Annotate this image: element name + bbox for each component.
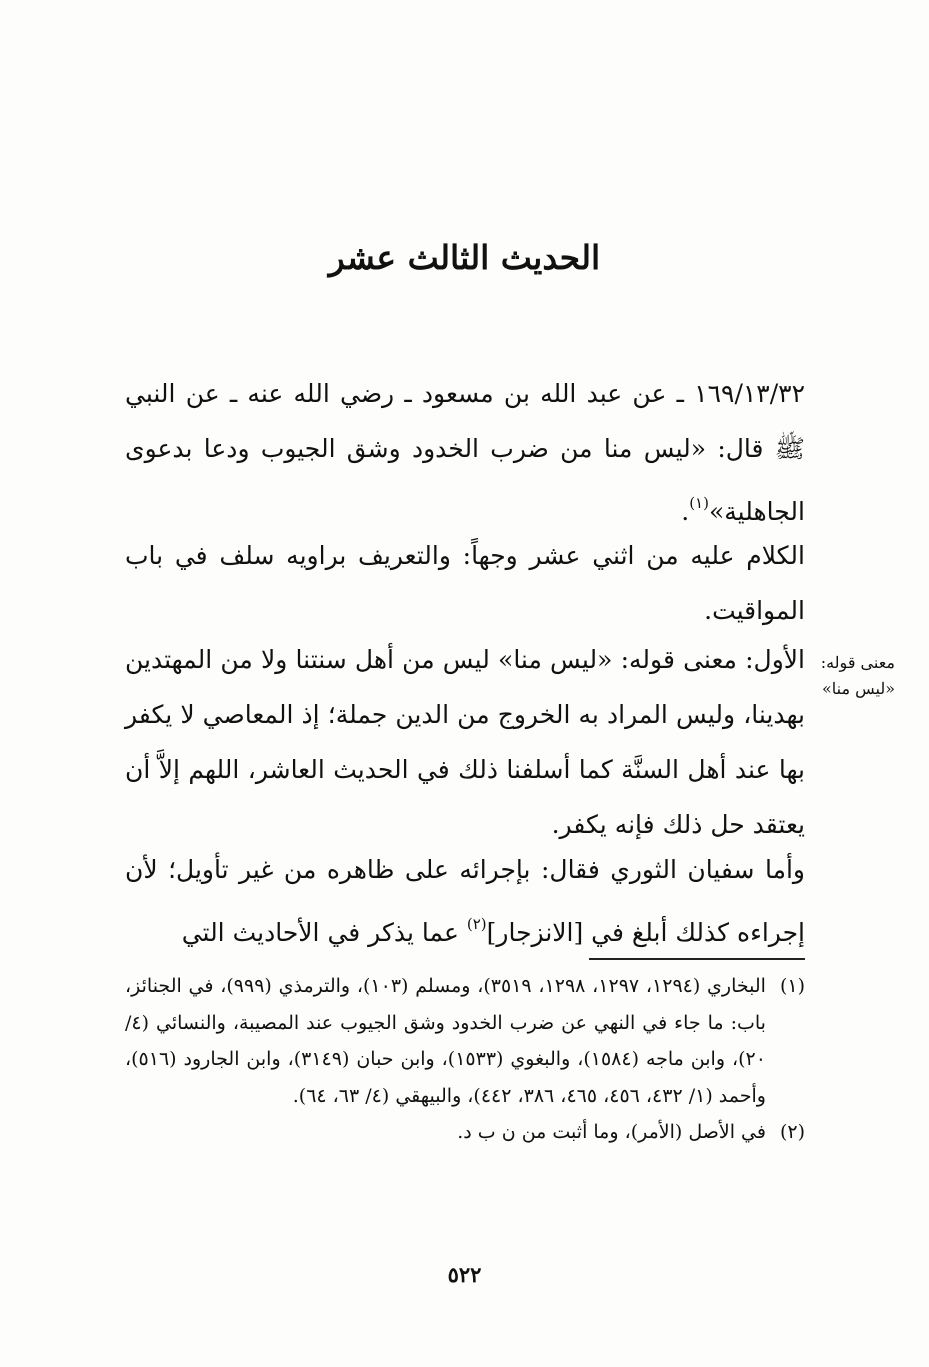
point-lead: الأول:	[745, 645, 805, 674]
hadith-paragraph	[125, 366, 805, 539]
sufyan-paragraph	[125, 842, 805, 960]
chapter-title: الحديث الثالث عشر	[328, 238, 601, 277]
footnote-ref[interactable]: (٢)	[466, 915, 487, 933]
footnote-number: (٢)	[779, 1121, 805, 1143]
paragraph-text: عما يذكر في الأحاديث التي	[181, 918, 467, 947]
sentence-end: .	[681, 497, 690, 526]
footnotes	[125, 968, 805, 1151]
point-text: معنى قوله: «ليس منا» ليس من أهل سنتنا ولا من المهتدين بهدينا، وليس المراد به الخروج من الدين جملة؛ إذ المعاصي لا يكفر بها عند أهل السنَّة كما أسلفنا ذلك في الحديث العاشر، اللهم إلاَّ أن يعتقد حل ذلك فإنه يكفر.	[125, 645, 805, 839]
intro-paragraph	[125, 528, 805, 638]
hadith-text: عن عبد الله بن مسعود ـ رضي الله عنه ـ عن النبي ﷺ قال: «ليس منا من ضرب الخدود وشق الجيوب ودعا بدعوى الجاهلية»	[125, 379, 805, 526]
margin-note-line: معنى قوله:	[820, 653, 895, 672]
footnote-number: (١)	[779, 975, 805, 997]
margin-note	[809, 650, 895, 702]
footnote-item	[125, 1114, 805, 1151]
footnote-item	[125, 968, 805, 1114]
footnote-ref[interactable]: (١)	[689, 494, 709, 512]
margin-note-line: «ليس منا»	[821, 679, 895, 698]
page-number: ٥٢٢	[447, 1262, 482, 1287]
footnote-text: البخاري (١٢٩٤، ١٢٩٧، ١٢٩٨، ٣٥١٩)، ومسلم (١٠٣)، والترمذي (٩٩٩)، في الجنائز، باب: ما جاء في النهي عن ضرب الخدود وشق الجيوب عند المصيبة، والنسائي (٤/ ٢٠)، وابن ماجه (١٥٨٤)، والبغوي (١٥٣٣)، وابن حبان (٣١٤٩)، وابن الجارود (٥١٦)، وأحمد (١/ ٤٣٢، ٤٥٦، ٤٦٥، ٣٨٦، ٤٤٢)، والبيهقي (٤/ ٦٣، ٦٤).	[125, 975, 766, 1107]
footnote-text: في الأصل (الأمر)، وما أثبت من ن ب د.	[457, 1121, 766, 1143]
first-point-paragraph	[125, 632, 805, 852]
footnote-separator	[589, 958, 805, 960]
intro-text: الكلام عليه من اثني عشر وجهاً: والتعريف براويه سلف في باب المواقيت.	[125, 541, 805, 625]
hadith-number: ١٦٩/١٣/٣٢ ـ	[676, 379, 806, 408]
paragraph-text: وأما سفيان الثوري فقال: بإجرائه على ظاهره من غير تأويل؛ لأن إجراءه كذلك أبلغ في [الانزجار]	[125, 855, 805, 947]
